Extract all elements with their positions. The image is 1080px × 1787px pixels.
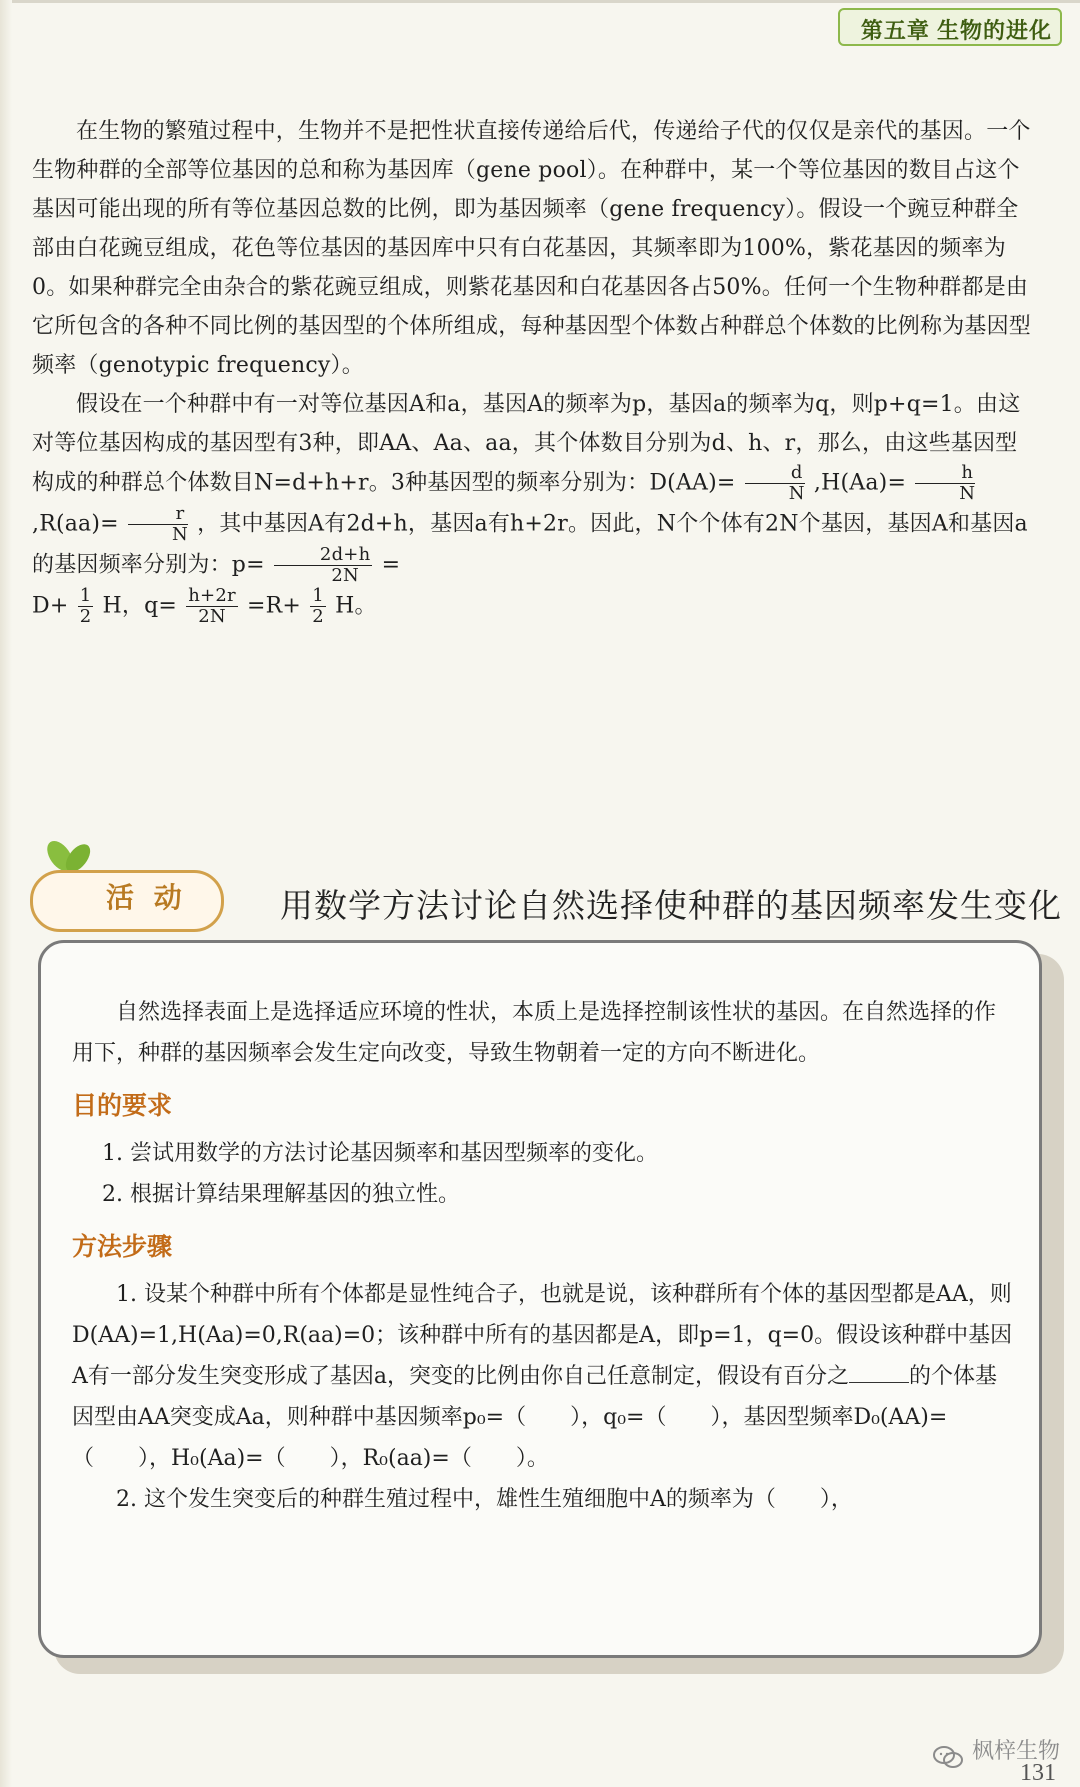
- frac-h-den: N: [959, 483, 976, 504]
- activity-intro: 自然选择表面上是选择适应环境的性状，本质上是选择控制该性状的基因。在自然选择的作用下，种群的基因频率会发生定向改变，导致生物朝着一定的方向不断进化。: [72, 1000, 997, 1066]
- frac-q: [186, 586, 238, 627]
- half-den-1: 2: [79, 606, 92, 627]
- eq3-start: D+: [32, 593, 69, 619]
- page-edge: [0, 0, 12, 1787]
- watermark: 枫梓生物: [971, 1738, 1060, 1763]
- eq3-mid: H，q=: [102, 593, 178, 619]
- frac-r-over-n: [128, 504, 188, 545]
- step-1-part-1: 1. 设某个种群中所有个体都是显性纯合子，也就是说，该种群所有个体的基因型都是AA，则D(AA)=1,H(Aa)=0,R(aa)=0；该种群中所有的基因都是A，即p=1，q=0。假设该种群中基因A有一部分发生突变形成了基因a，突变的比例由你自己任意制定，假设有百分之: [72, 1282, 1013, 1389]
- frac-d-num: d: [745, 463, 805, 484]
- frac-d-over-n: [745, 463, 805, 504]
- eq-mid-2: ,R(aa)=: [32, 511, 119, 537]
- frac-p-num: 2d+h: [274, 545, 372, 566]
- frac-q-den: 2N: [198, 606, 226, 627]
- frac-q-num: h+2r: [188, 585, 236, 606]
- step-2: 2. 这个发生突变后的种群生殖过程中，雄性生殖细胞中A的频率为（ ），: [116, 1487, 853, 1512]
- page-number: 131: [1020, 1760, 1056, 1786]
- half-num-2: 1: [312, 585, 324, 606]
- activity-badge: [30, 870, 218, 926]
- eq3-final: H。: [335, 593, 377, 619]
- goal-2: 2. 根据计算结果理解基因的独立性。: [102, 1182, 460, 1207]
- goal-1: 1. 尝试用数学的方法讨论基因频率和基因型频率的变化。: [102, 1141, 658, 1166]
- paragraph-2: [32, 385, 1038, 586]
- fill-in-blank[interactable]: [849, 1362, 909, 1383]
- steps-title: 方法步骤: [72, 1233, 173, 1261]
- equation-line-3: [32, 586, 1038, 627]
- chapter-title: 第五章 生物的进化: [860, 18, 1052, 43]
- frac-p: [274, 545, 372, 586]
- wechat-icon: [932, 1745, 964, 1769]
- half-num-1: 1: [79, 585, 92, 606]
- eq-tail: ，其中基因A有2d+h，基因a有h+2r。因此，N个个体有2N个基因，基因A和基因a的基因频率分别为：p=: [32, 511, 1028, 578]
- step-1-part-2: 的个体基因型由AA突变成Aa，则种群中基因频率p₀=（ ），q₀=（ ），基因型频率D₀(AA)=（ ），H₀(Aa)=（ ），R₀(aa)=（ ）。: [72, 1364, 998, 1471]
- top-divider: [0, 0, 1080, 3]
- activity-heading: 用数学方法讨论自然选择使种群的基因频率发生变化: [280, 887, 1062, 924]
- goals-title: 目的要求: [72, 1092, 173, 1120]
- activity-badge-label: 活 动: [106, 882, 188, 913]
- frac-d-den: N: [788, 483, 805, 504]
- frac-half-1: [78, 586, 94, 627]
- eq2-tail: =: [381, 552, 401, 578]
- frac-half-2: [310, 586, 326, 627]
- frac-h-num: h: [915, 463, 975, 484]
- half-den-2: 2: [312, 606, 324, 627]
- frac-h-over-n: [915, 463, 975, 504]
- activity-header: [22, 862, 1064, 942]
- step-1: [72, 1274, 1016, 1479]
- frac-r-den: N: [172, 524, 188, 545]
- frac-r-num: r: [128, 504, 188, 525]
- eq-mid-1: ,H(Aa)=: [813, 470, 907, 496]
- paragraph-1: 在生物的繁殖过程中，生物并不是把性状直接传递给后代，传递给子代的仅仅是亲代的基因。一个生物种群的全部等位基因的总和称为基因库（gene pool）。在种群中，某一个等位基因的数目占这个基因可能出现的所有等位基因总数的比例，即为基因频率（gene frequency）。假设一个豌豆种群全部由白花豌豆组成，花色等位基因的基因库中只有白花基因，其频率即为100%，紫花基因的频率为0。如果种群完全由杂合的紫花豌豆组成，则紫花基因和白花基因各占50%。任何一个生物种群都是由它所包含的各种不同比例的基因型的个体所组成，每种基因型个体数占种群总个体数的比例称为基因型频率（genotypic frequency）。: [32, 119, 1032, 378]
- frac-p-den: 2N: [331, 565, 359, 586]
- activity-content: [72, 992, 1016, 1520]
- main-text: [32, 112, 1038, 627]
- eq3-end: =R+: [247, 593, 302, 619]
- paragraph-2-start: 假设在一个种群中有一对等位基因A和a，基因A的频率为p，基因a的频率为q，则p+q=1。由这对等位基因构成的基因型有3种，即AA、Aa、aa，其个体数目分别为d、h、r，那么，由这些基因型构成的种群总个体数目N=d+h+r。3种基因型的频率分别为：D(AA)=: [32, 392, 1021, 496]
